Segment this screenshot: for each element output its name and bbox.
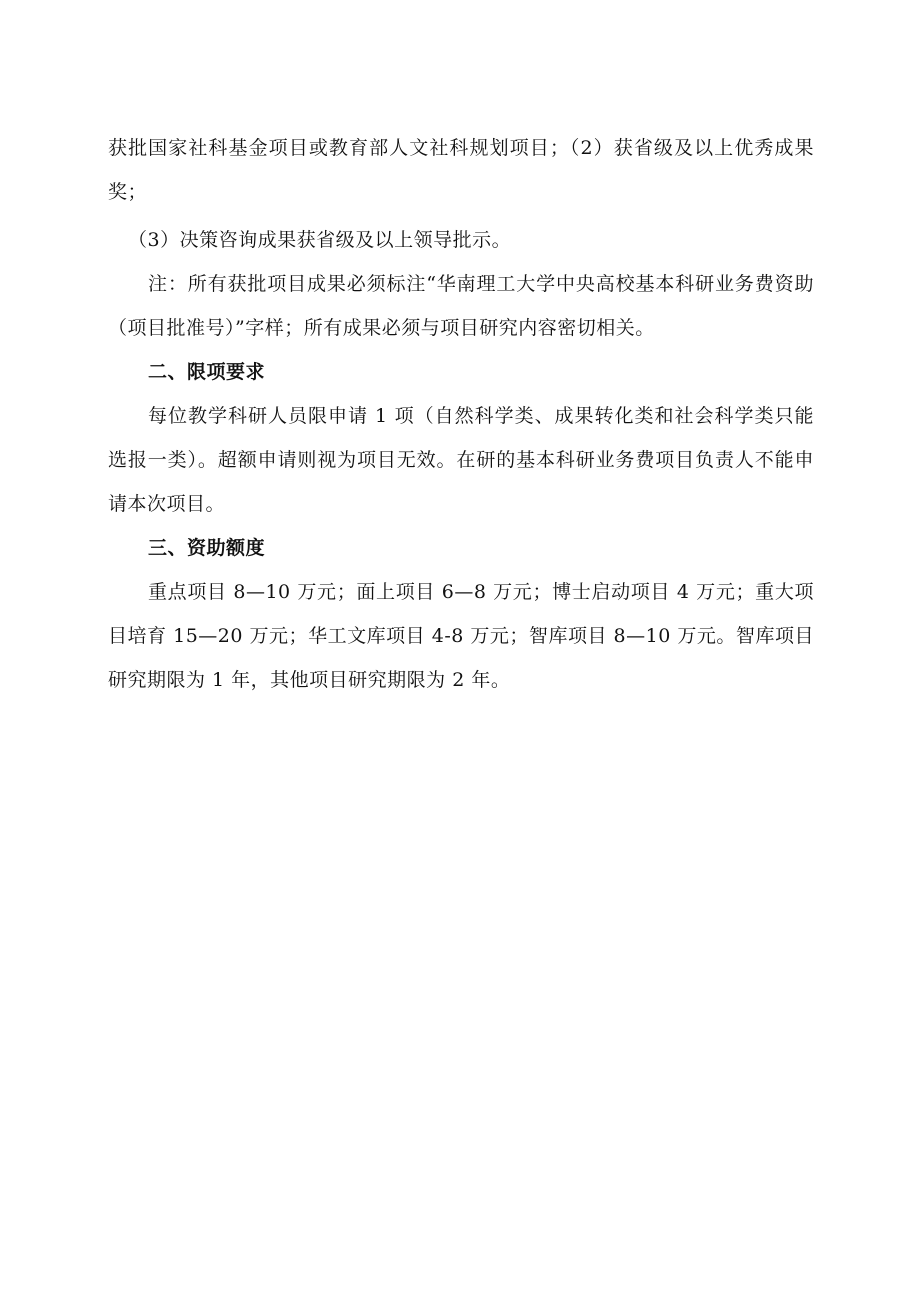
- document-body: [108, 126, 814, 702]
- limit-requirements-paragraph: 每位教学科研人员限申请 1 项（自然科学类、成果转化类和社会科学类只能选报一类）。超额申请则视为项目无效。在研的基本科研业务费项目负责人不能申请本次项目。: [108, 405, 814, 515]
- criteria-item-3: （3）决策咨询成果获省级及以上领导批示。: [128, 229, 512, 251]
- section-heading-limit-requirements: 二、限项要求: [148, 361, 266, 383]
- criteria-paragraph: 获批国家社科基金项目或教育部人文社科规划项目；（2）获省级及以上优秀成果奖；: [108, 137, 814, 203]
- section-heading-funding-amount: 三、资助额度: [148, 537, 266, 559]
- note-paragraph: 注：所有获批项目成果必须标注“华南理工大学中央高校基本科研业务费资助（项目批准号）”字样；所有成果必须与项目研究内容密切相关。: [108, 273, 814, 339]
- funding-amount-paragraph: 重点项目 8—10 万元；面上项目 6—8 万元；博士启动项目 4 万元；重大项目培育 15—20 万元；华工文库项目 4-8 万元；智库项目 8—10 万元。智库项目研究期限为 1 年，其他项目研究期限为 2 年。: [108, 581, 814, 691]
